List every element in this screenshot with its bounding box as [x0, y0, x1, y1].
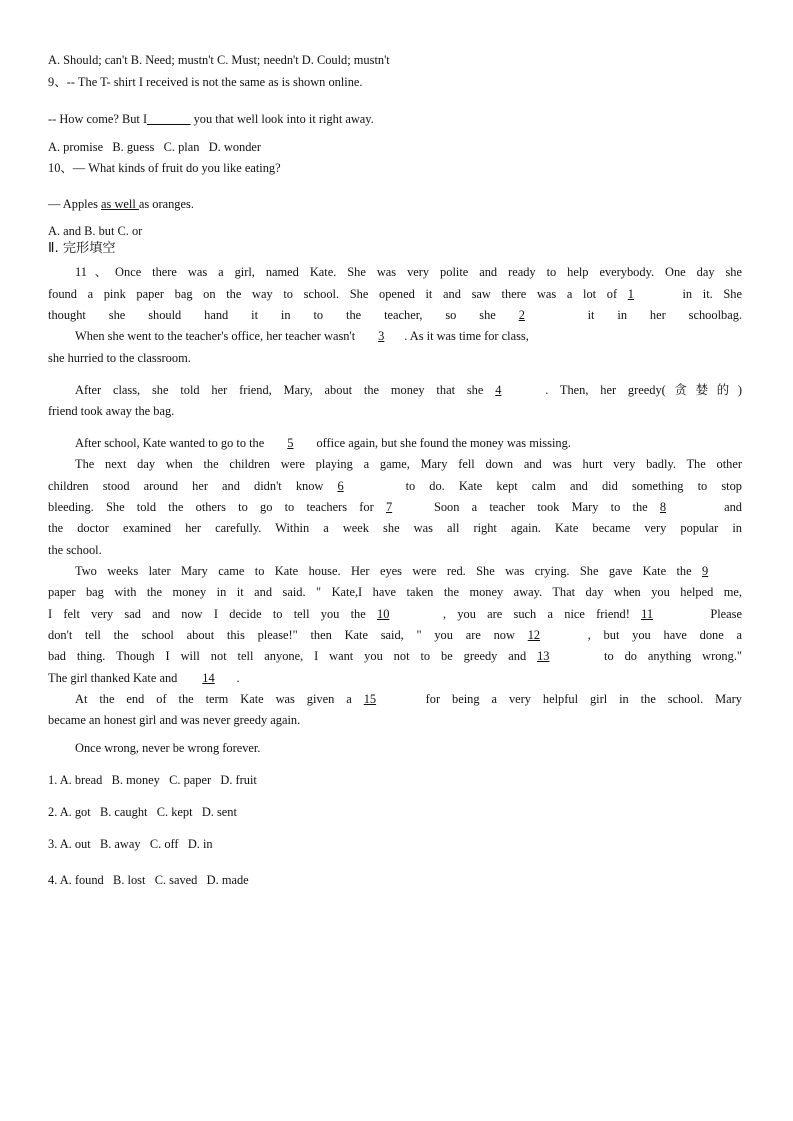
blank-10: 10 [377, 607, 390, 621]
blank-13: 13 [537, 649, 550, 663]
passage-line: she hurried to the classroom. [48, 351, 191, 365]
q9-blank: _______ [147, 112, 191, 126]
blank-9: 9 [702, 564, 709, 578]
blank-12: 12 [527, 628, 541, 642]
passage-line: The next day when the children were playing a game, Mary fell down and was hurt very badly. The other [75, 457, 742, 471]
passage-line: After class, she told her friend, Mary, about the money that she 4 . Then, her greedy(贪婪的) [75, 383, 742, 397]
passage-line: At the end of the term Kate was given a 15 for being a very helpful girl in the school. Mary [75, 692, 742, 706]
q10-prompt: 10、— What kinds of fruit do you like eating? [48, 161, 281, 175]
blank-6: 6 [337, 479, 344, 493]
answer-options-1: 1. A. bread B. money C. paper D. fruit [48, 773, 257, 787]
q10-options: A. and B. but C. or [48, 224, 143, 238]
passage-line: I felt very sad and now I decide to tell you the 10 , you are such a nice friend! 11 Please [48, 607, 742, 621]
q10-reply: — Apples as well as oranges. [48, 197, 194, 211]
passage-line: The girl thanked Kate and 14 . [48, 671, 240, 685]
passage-line: After school, Kate wanted to go to the 5 office again, but she found the money was missing. [75, 436, 571, 450]
blank-5: 5 [287, 436, 294, 450]
blank-2: 2 [518, 308, 525, 322]
passage-line: don't tell the school about this please!" then Kate said, " you are now 12 , but you have done a [48, 628, 743, 642]
section-title: Ⅱ. 完形填空 [48, 241, 116, 256]
blank-3: 3 [378, 329, 385, 343]
passage-line: paper bag with the money in it and said. " Kate,I have taken the money away. That day when you helped me, [48, 585, 742, 599]
answer-options-4: 4. A. found B. lost C. saved D. made [48, 873, 249, 887]
blank-14: 14 [202, 671, 215, 685]
passage-line: 11、Once there was a girl, named Kate. She was very polite and ready to help everybody. One day she [75, 265, 742, 279]
passage-line: bleeding. She told the others to go to teachers for 7 Soon a teacher took Mary to the 8 and [48, 500, 742, 514]
blank-4: 4 [495, 383, 502, 397]
blank-7: 7 [385, 500, 393, 514]
blank-11: 11 [641, 607, 654, 621]
answer-options-2: 2. A. got B. caught C. kept D. sent [48, 805, 237, 819]
passage-line: bad thing. Though I will not tell anyone, I want you not to be greedy and 13 to do anything wrong." [48, 649, 742, 663]
blank-8: 8 [659, 500, 667, 514]
q10-underlined: as well [101, 197, 139, 211]
passage-line: children stood around her and didn't know 6 to do. Kate kept calm and did something to stop [48, 479, 742, 493]
q9-prompt: 9、-- The T- shirt I received is not the same as is shown online. [48, 75, 363, 89]
passage-line: When she went to the teacher's office, her teacher wasn't 3 . As it was time for class, [75, 329, 529, 343]
passage-line: the school. [48, 543, 102, 557]
answer-options-3: 3. A. out B. away C. off D. in [48, 837, 213, 851]
passage-line: thought she should hand it in to the teacher, so she 2 it in her schoolbag. [48, 308, 742, 322]
moral-line: Once wrong, never be wrong forever. [75, 741, 261, 755]
blank-15: 15 [363, 692, 377, 706]
q9-reply: -- How come? But I_______ you that well look into it right away. [48, 112, 374, 126]
passage-line: the doctor examined her carefully. Within a week she was all right again. Kate became very popular in [48, 521, 742, 535]
passage-line: became an honest girl and was never greedy again. [48, 713, 301, 727]
passage-line: friend took away the bag. [48, 404, 175, 418]
blank-1: 1 [627, 287, 634, 301]
q9-options: A. promise B. guess C. plan D. wonder [48, 140, 262, 154]
passage-line: found a pink paper bag on the way to school. She opened it and saw there was a lot of 1 in it. She [48, 287, 743, 301]
passage-line: Two weeks later Mary came to Kate house. Her eyes were red. She was crying. She gave Kate the 9 [75, 563, 742, 579]
q8-options: A. Should; can't B. Need; mustn't C. Must; needn't D. Could; mustn't [48, 53, 390, 67]
